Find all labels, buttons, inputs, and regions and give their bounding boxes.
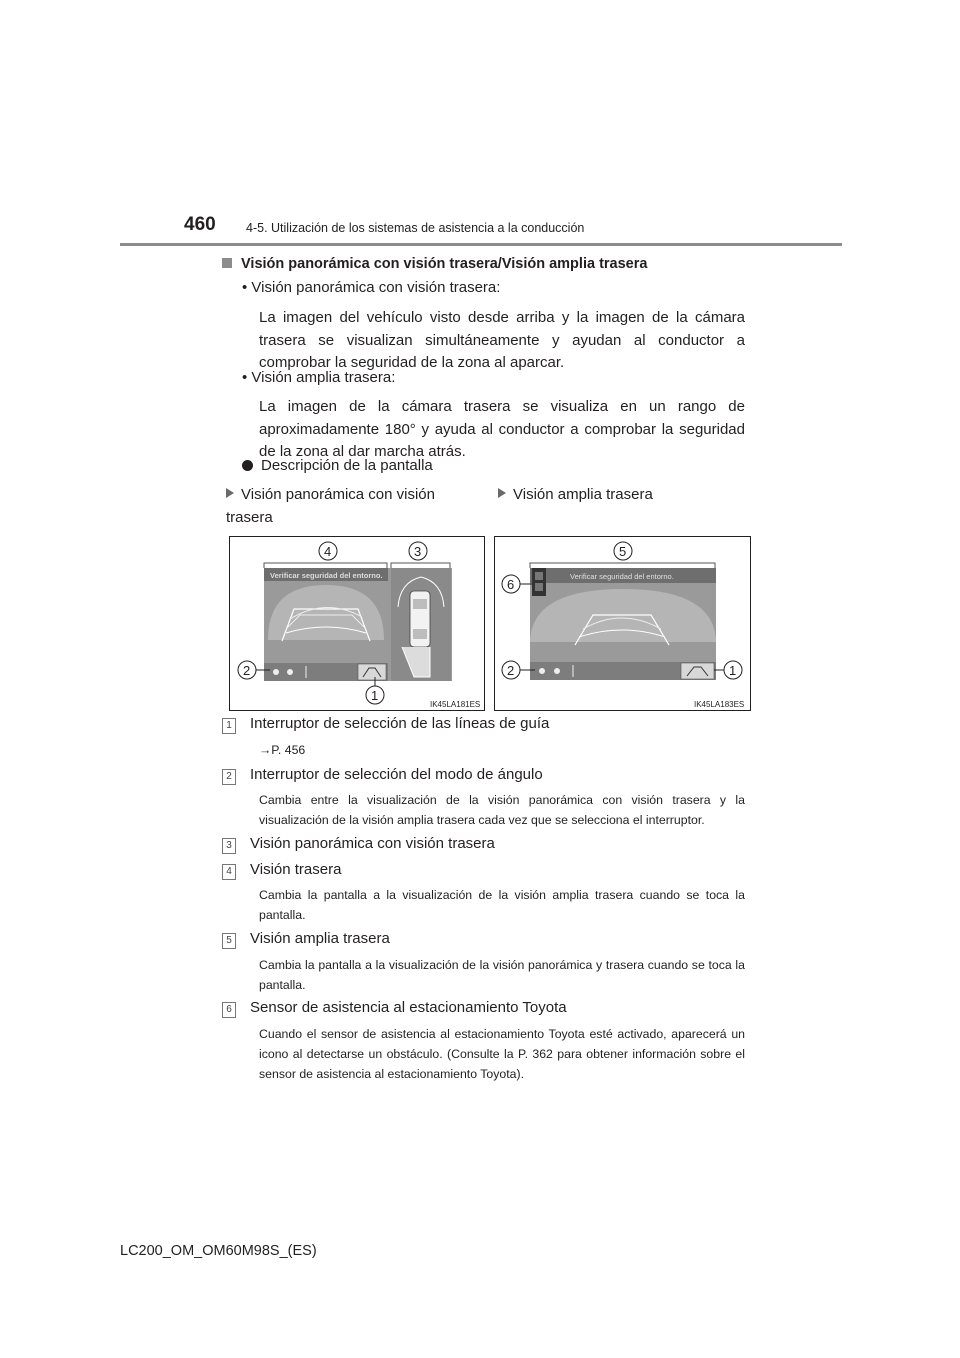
item-title: Visión panorámica con visión trasera: [250, 835, 495, 852]
section-title-text: Visión panorámica con visión trasera/Visión amplia trasera: [241, 256, 648, 272]
right-figure: [494, 536, 751, 711]
left-figure-code: IK45LA181ES: [430, 700, 481, 709]
left-figure: [229, 536, 485, 711]
bullet-2-text: La imagen de la cámara trasera se visualiza en un rango de aproximadamente 180° y ayuda al conductor a comprobar la seguridad de la zona al dar marcha atrás.: [259, 398, 745, 460]
list-item: [222, 999, 567, 1018]
subheading: [242, 455, 433, 478]
bullet-1-label: • Visión panorámica con visión trasera:: [242, 279, 501, 296]
footer-code: LC200_OM_OM60M98S_(ES): [120, 1243, 317, 1259]
svg-text:2: 2: [507, 663, 515, 678]
item-desc: Cuando el sensor de asistencia al estacionamiento Toyota esté activado, aparecerá un icono al detectarse un obstáculo. (Consulte la P. 362 para obtener información sobre el sensor de asistencia al estacionamiento Toyota).: [259, 1027, 745, 1081]
svg-text:4: 4: [324, 544, 332, 559]
right-figure-illustration: [495, 537, 750, 710]
svg-text:3: 3: [414, 544, 422, 559]
list-item: [222, 930, 390, 949]
item-desc: Cambia entre la visualización de la visión panorámica con visión trasera y la visualización de la visión amplia trasera cada vez que se selecciona el interruptor.: [259, 793, 745, 827]
square-bullet-icon: [222, 258, 232, 268]
item-title: Visión amplia trasera: [250, 930, 390, 947]
item-title: Interruptor de selección del modo de ángulo: [250, 766, 543, 783]
page-number: 460: [184, 214, 216, 235]
item-number: 5: [222, 933, 236, 949]
bullet-2-label: • Visión amplia trasera:: [242, 369, 396, 386]
svg-text:5: 5: [619, 544, 627, 559]
section-header: 4-5. Utilización de los sistemas de asistencia a la conducción: [246, 221, 585, 235]
list-item: [222, 715, 549, 734]
section-title: [222, 256, 647, 272]
right-figure-caption-text: Visión amplia trasera: [513, 486, 653, 503]
svg-text:6: 6: [507, 577, 515, 592]
subheading-text: Descripción de la pantalla: [261, 457, 433, 474]
item-number: 6: [222, 1002, 236, 1018]
list-item: [222, 835, 495, 854]
item-number: 4: [222, 864, 236, 880]
left-figure-illustration: [230, 537, 484, 710]
left-screen-text: Verificar seguridad del entorno.: [270, 571, 383, 580]
bullet-1-text: La imagen del vehículo visto desde arriba y la imagen de la cámara trasera se visualizan simultáneamente y ayudan al conductor a comprobar la seguridad de la zona al aparcar.: [259, 309, 745, 371]
triangle-icon: [498, 488, 506, 498]
bullet-2-label-text: Visión amplia trasera:: [251, 369, 396, 386]
left-figure-caption: [226, 484, 484, 529]
item-desc: Cambia la pantalla a la visualización de la visión amplia trasera cuando se toca la pantalla.: [259, 888, 745, 922]
item-number: 1: [222, 718, 236, 734]
triangle-icon: [226, 488, 234, 498]
list-item: [222, 861, 341, 880]
right-figure-code: IK45LA183ES: [694, 700, 745, 709]
list-item: [222, 766, 543, 785]
svg-text:2: 2: [243, 663, 251, 678]
right-figure-caption: [498, 484, 748, 507]
item-desc: Cambia la pantalla a la visualización de la visión panorámica y trasera cuando se toca la pantalla.: [259, 958, 745, 992]
round-bullet-icon: [242, 460, 253, 471]
left-figure-caption-text: Visión panorámica con visión trasera: [226, 486, 435, 526]
item-title: Sensor de asistencia al estacionamiento Toyota: [250, 999, 567, 1016]
item-number: 3: [222, 838, 236, 854]
right-screen-text: Verificar seguridad del entorno.: [570, 572, 674, 581]
bullet-1-label-text: Visión panorámica con visión trasera:: [251, 279, 501, 296]
svg-text:1: 1: [371, 688, 379, 703]
item-desc: →P. 456: [259, 743, 306, 757]
header-rule: [120, 243, 842, 246]
svg-text:1: 1: [729, 663, 737, 678]
item-title: Interruptor de selección de las líneas de guía: [250, 715, 550, 732]
item-title: Visión trasera: [250, 861, 342, 878]
item-number: 2: [222, 769, 236, 785]
